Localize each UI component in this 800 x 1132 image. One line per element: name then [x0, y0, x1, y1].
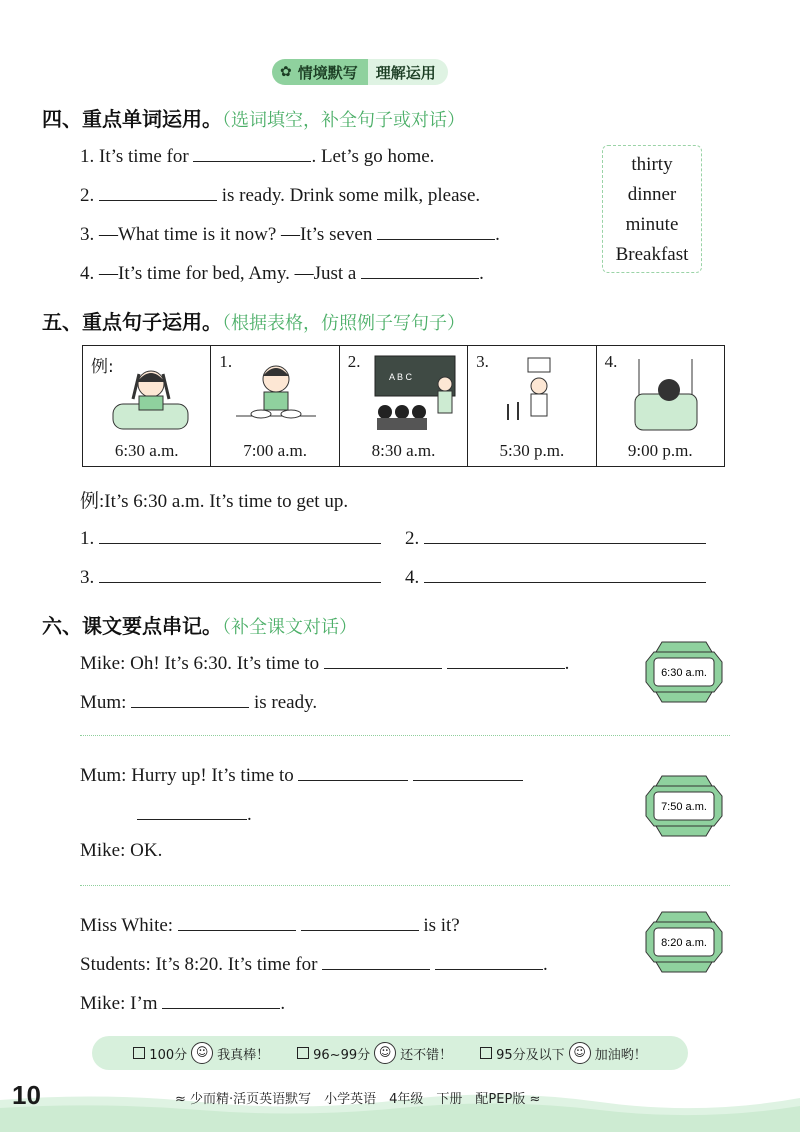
s4-item-4-post: .: [479, 263, 484, 284]
s4-item-1: [80, 143, 434, 168]
d3-blank-4[interactable]: [435, 951, 543, 970]
footer-text: ≈ 少而精·活页英语默写 小学英语 4年级 下册 配PEP版 ≈: [175, 1092, 541, 1107]
s5-answer-blank-3[interactable]: [99, 564, 381, 583]
watch-time: 7:50 a.m.: [661, 801, 707, 813]
cell-time: 8:30 a.m.: [371, 441, 436, 460]
section4-title: [42, 103, 465, 132]
encouraging-face-icon: ☺: [569, 1042, 591, 1064]
d2-line3: Mike: OK.: [80, 840, 163, 861]
board-text: A B C: [388, 372, 412, 382]
d3-blank-2[interactable]: [301, 912, 419, 931]
score-checkbox[interactable]: [480, 1047, 492, 1059]
s4-item-3: [80, 221, 500, 246]
score-bar: [92, 1036, 688, 1070]
d2-line2-end: .: [247, 804, 252, 825]
answer-label: 3.: [80, 567, 95, 588]
d3-line3-end: .: [280, 993, 286, 1014]
d3-line2-text: Students: It’s 8:20. It’s time for: [80, 954, 323, 975]
score-text: 还不错！: [400, 1047, 453, 1063]
cell-label: 4.: [604, 352, 618, 371]
cell-label: 2.: [347, 352, 361, 371]
smiley-face-icon: ☺: [191, 1042, 213, 1064]
d1-blank-3[interactable]: [131, 689, 249, 708]
s4-item-2: [80, 182, 480, 207]
s4-blank-3[interactable]: [377, 221, 495, 240]
score-label: 100分: [149, 1047, 188, 1063]
s4-item-2-post: is ready. Drink some milk, please.: [217, 185, 481, 206]
word-option: minute: [625, 214, 679, 235]
d3-blank-5[interactable]: [162, 990, 280, 1009]
section6-hint: （补全课文对话）: [222, 617, 357, 638]
d1-line1-end: .: [564, 653, 570, 674]
s5-answer-blank-1[interactable]: [99, 525, 381, 544]
divider: [80, 735, 730, 736]
section6-title: [42, 610, 357, 639]
d3-line1-post: is it?: [418, 915, 460, 936]
d3-blank-3[interactable]: [322, 951, 430, 970]
d2-line1: [80, 762, 523, 787]
score-label: 96~99分: [313, 1047, 371, 1063]
picture-cell-example: [83, 346, 211, 467]
s4-item-1-pre: 1. It’s time for: [80, 146, 194, 167]
d1-line2-post: is ready.: [249, 692, 318, 713]
cell-time: 5:30 p.m.: [499, 441, 565, 460]
watch-icon: [642, 640, 726, 704]
picture-cell-1: [211, 346, 339, 467]
boy-going-home-illustration: [488, 354, 578, 434]
score-item-95: [480, 1042, 647, 1064]
section5-hint: （根据表格，仿照例子写句子）: [222, 313, 465, 334]
answer-label: 1.: [80, 528, 95, 549]
score-checkbox[interactable]: [297, 1047, 309, 1059]
d2-blank-2[interactable]: [413, 762, 523, 781]
section4-hint: （选词填空，补全句子或对话）: [222, 110, 465, 131]
cell-label: 1.: [219, 352, 233, 371]
d1-line2: [80, 689, 317, 714]
cell-time: 7:00 a.m.: [243, 441, 307, 460]
section5-title: [42, 306, 465, 335]
s5-answer-blank-2[interactable]: [424, 525, 706, 544]
s5-answer-1: [80, 525, 381, 550]
s5-answer-blank-4[interactable]: [424, 564, 706, 583]
s4-item-3-pre: 3. —What time is it now? —It’s seven: [80, 224, 378, 245]
watch-icon: [642, 774, 726, 838]
s4-item-4-pre: 4. —It’s time for bed, Amy. —Just a: [80, 263, 362, 284]
d3-line2: [80, 951, 548, 976]
banner-right: 理解运用: [368, 59, 448, 85]
girl-breakfast-illustration: [231, 354, 321, 434]
divider: [80, 885, 730, 886]
score-item-100: [133, 1042, 269, 1064]
page-number: 10: [12, 1080, 41, 1110]
girl-getting-up-illustration: [103, 354, 193, 434]
banner-left-label: 情境默写: [297, 63, 358, 82]
section6-heading: 六、课文要点串记。: [42, 614, 222, 638]
banner-left: [272, 59, 368, 85]
s5-answer-2: [405, 525, 706, 550]
d3-line3: [80, 990, 285, 1015]
s4-item-2-pre: 2.: [80, 185, 99, 206]
d2-line1-text: Mum: Hurry up! It’s time to: [80, 765, 299, 786]
word-option: thirty: [631, 154, 673, 175]
d2-blank-1[interactable]: [298, 762, 408, 781]
score-item-96: [297, 1042, 452, 1064]
d1-blank-2[interactable]: [447, 650, 565, 669]
picture-cell-2: [339, 346, 467, 467]
d1-blank-1[interactable]: [324, 650, 442, 669]
word-option: dinner: [627, 184, 677, 205]
s4-blank-2[interactable]: [99, 182, 217, 201]
score-checkbox[interactable]: [133, 1047, 145, 1059]
d3-line2-end: .: [543, 954, 548, 975]
s5-answer-3: [80, 564, 381, 589]
s4-item-3-post: .: [495, 224, 500, 245]
word-bank: [602, 145, 702, 273]
d2-line2: [137, 801, 252, 826]
picture-cell-4: [596, 346, 724, 467]
d1-line1: [80, 650, 569, 675]
d1-line2-pre: Mum:: [80, 692, 132, 713]
flower-icon: ✿: [280, 64, 292, 80]
section4-heading: 四、重点单词运用。: [42, 107, 222, 131]
d3-line3-pre: Mike: I’m: [80, 993, 163, 1014]
d3-line1: [80, 912, 460, 937]
s5-answer-4: [405, 564, 706, 589]
cell-time: 9:00 p.m.: [627, 441, 693, 460]
boy-sleeping-illustration: [617, 354, 707, 434]
cell-label: 例:: [91, 357, 114, 377]
score-text: 我真棒！: [217, 1047, 270, 1063]
score-label: 95分及以下: [496, 1047, 565, 1063]
answer-label: 2.: [405, 528, 420, 549]
s4-item-4: [80, 260, 484, 285]
s4-blank-1[interactable]: [193, 143, 311, 162]
d2-blank-3[interactable]: [137, 801, 247, 820]
smiley-face-icon: ☺: [374, 1042, 396, 1064]
s4-item-1-post: . Let’s go home.: [311, 146, 435, 167]
d3-line1-pre: Miss White:: [80, 915, 178, 936]
section-banner: [272, 59, 448, 85]
cell-label: 3.: [476, 352, 489, 371]
picture-table: [82, 345, 725, 467]
classroom-illustration: [362, 354, 462, 434]
watch-time: 8:20 a.m.: [661, 937, 707, 949]
s5-example: 例:It’s 6:30 a.m. It’s time to get up.: [80, 491, 349, 512]
d3-blank-1[interactable]: [178, 912, 296, 931]
s4-blank-4[interactable]: [361, 260, 479, 279]
answer-label: 4.: [405, 567, 420, 588]
cell-time: 6:30 a.m.: [114, 441, 179, 460]
picture-cell-3: [468, 346, 596, 467]
score-text: 加油哟！: [594, 1047, 647, 1063]
watch-icon: [642, 910, 726, 974]
d1-line1-text: Mike: Oh! It’s 6:30. It’s time to: [80, 653, 324, 674]
watch-time: 6:30 a.m.: [661, 667, 707, 679]
section5-heading: 五、重点句子运用。: [42, 310, 222, 334]
word-option: Breakfast: [615, 244, 689, 265]
